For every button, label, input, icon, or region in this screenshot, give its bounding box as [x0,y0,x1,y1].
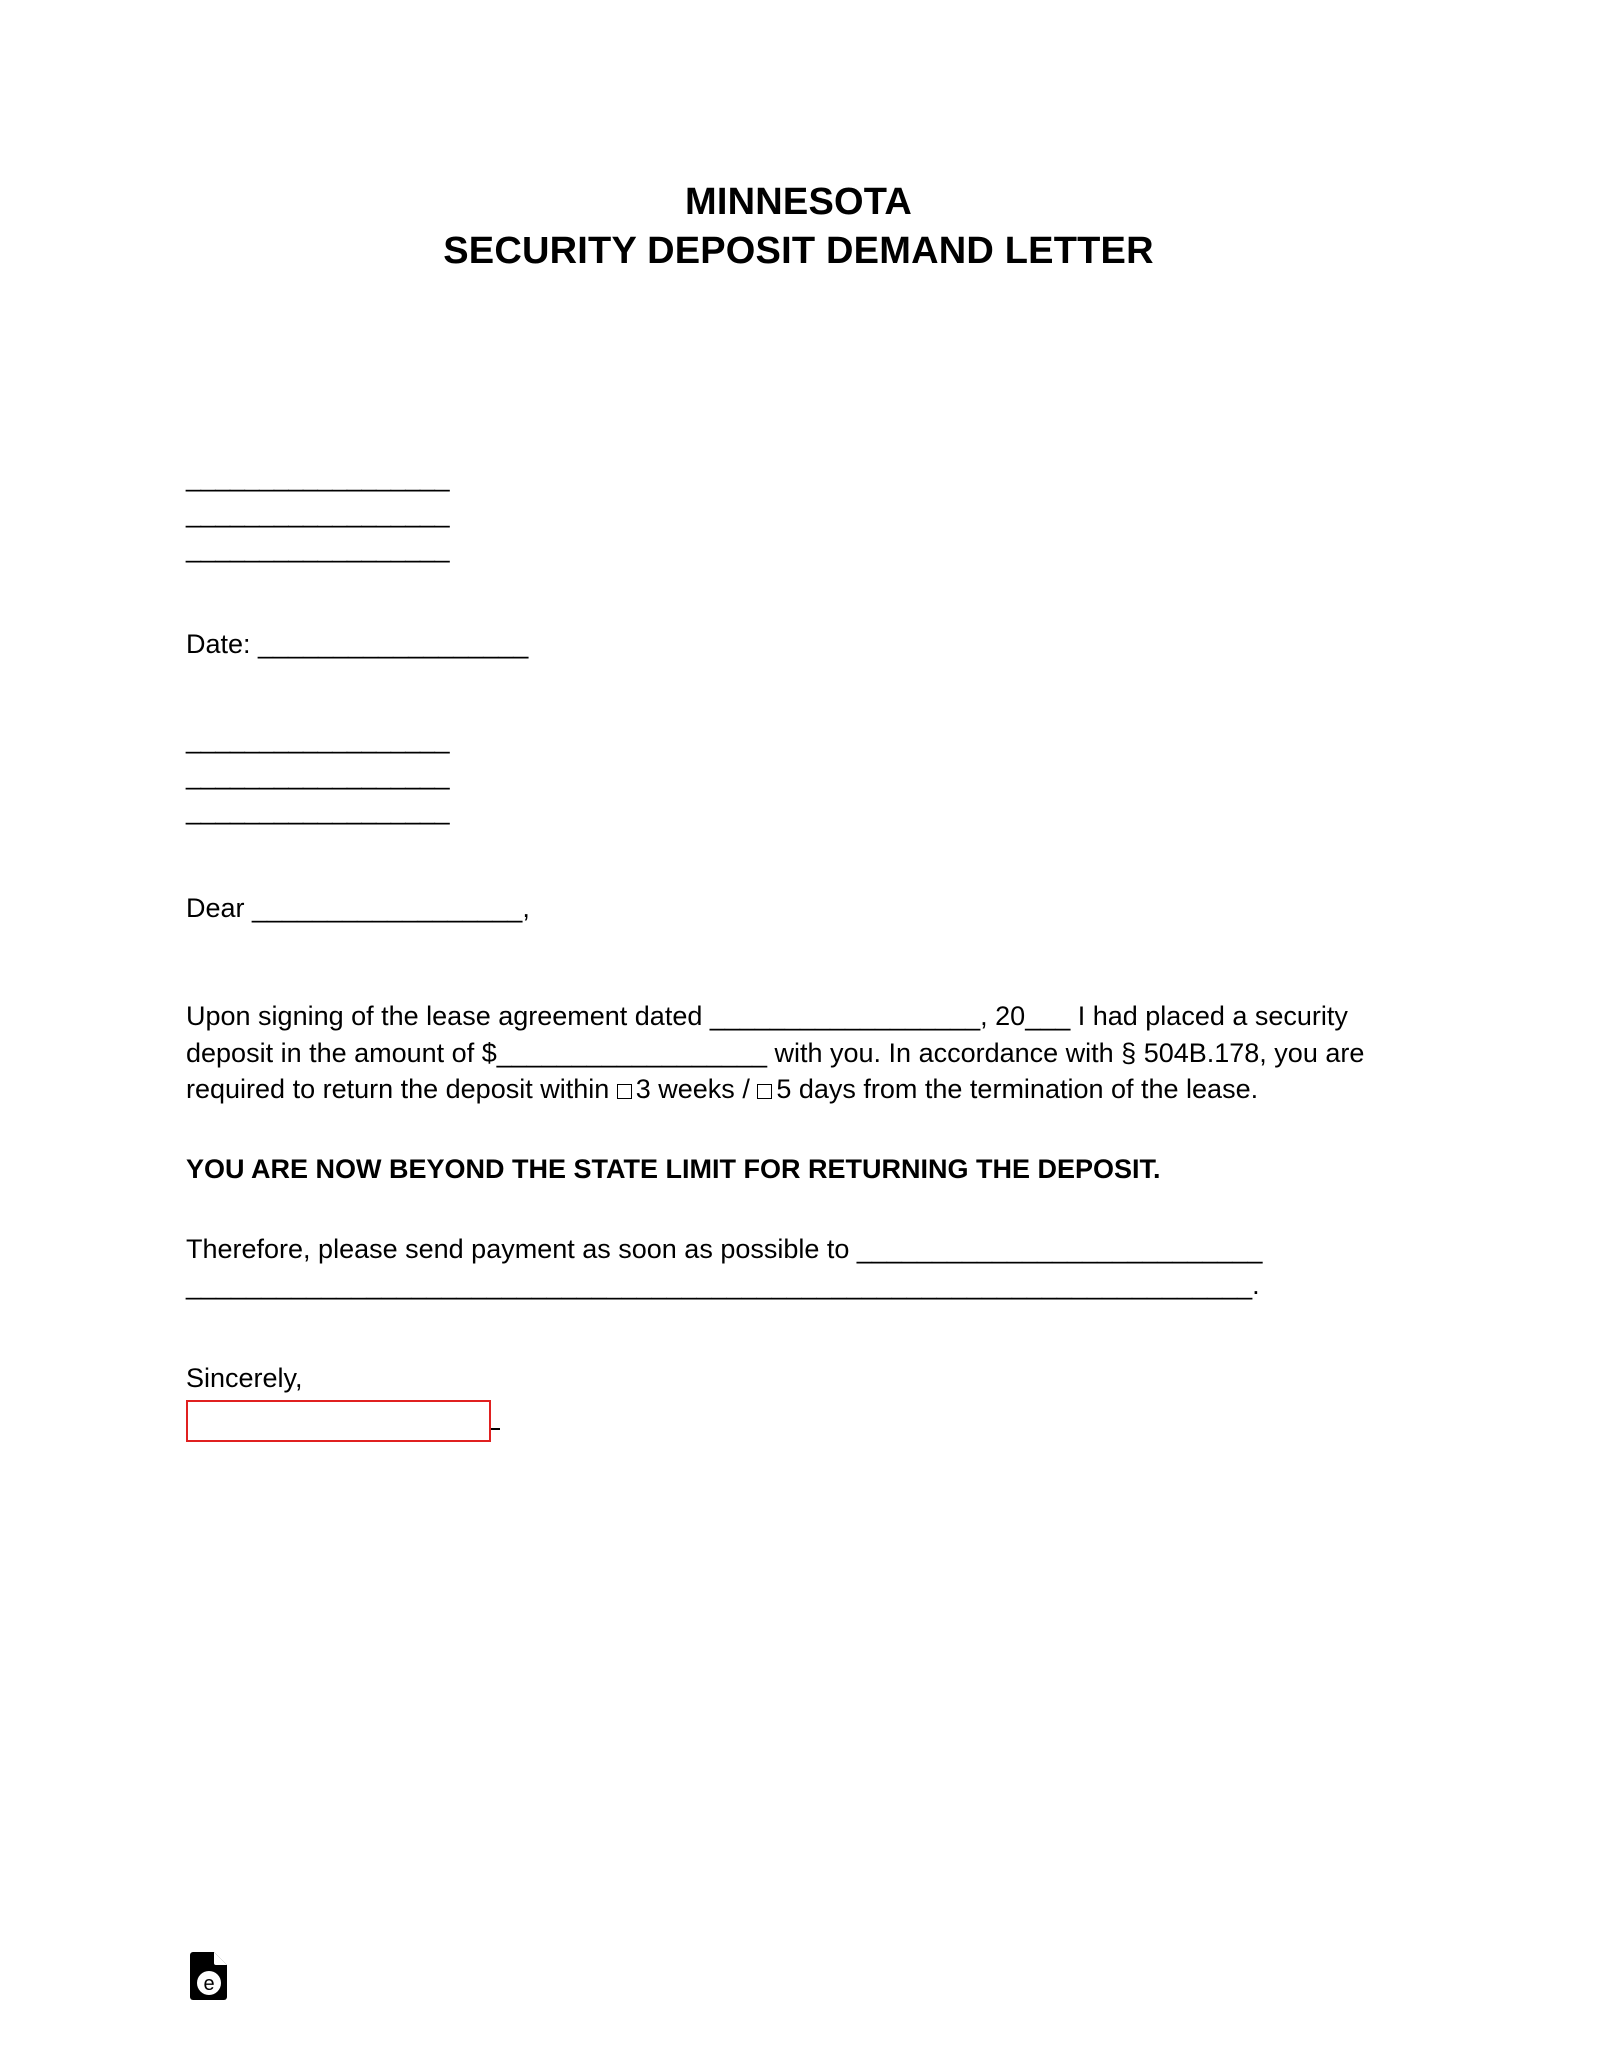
sender-address-line-1[interactable]: __________________ [186,462,450,493]
sender-address-line-2[interactable]: __________________ [186,497,450,528]
body-paragraph-part1: Upon signing of the lease agreement dated __________________, 20___ I had placed a security deposit in the amount of $__________________ with you. In accordance with § 504B.178, you are required to return the deposit within [186,1001,1365,1104]
closing-paragraph-line-1[interactable]: Therefore, please send payment as soon as possible to ___________________________ [186,1234,1263,1265]
salutation-line[interactable]: Dear __________________, [186,893,530,924]
title-line-state: MINNESOTA [685,181,912,223]
sender-address-block [186,460,1411,566]
option-three-weeks-label: 3 weeks [635,1073,735,1104]
body-paragraph-part2: from the termination of the lease. [855,1073,1259,1104]
checkbox-icon[interactable] [617,1084,632,1099]
option-separator: / [734,1073,758,1104]
title-line-doctype: SECURITY DEPOSIT DEMAND LETTER [443,229,1154,272]
recipient-address-line-2[interactable]: __________________ [186,759,450,790]
sincerely-label: Sincerely, [186,1363,303,1394]
recipient-address-line-1[interactable]: __________________ [186,724,450,755]
signature-line-tail [491,1428,500,1430]
option-five-days[interactable] [757,1074,856,1104]
signature-area [186,1400,1411,1446]
e-file-icon-letter: e [203,1973,215,1995]
recipient-address-line-3[interactable]: __________________ [186,795,450,826]
option-five-days-label: 5 days [776,1073,856,1104]
e-file-icon [190,1952,230,2002]
signature-input[interactable] [186,1400,491,1442]
body-paragraph [186,998,1411,1107]
sender-address-line-3[interactable]: __________________ [186,532,450,563]
page-title [186,0,1411,275]
option-three-weeks[interactable] [617,1074,735,1104]
date-field[interactable]: Date: __________________ [186,629,529,660]
letter-body [186,0,1411,1446]
state-limit-statement: YOU ARE NOW BEYOND THE STATE LIMIT FOR RETURNING THE DEPOSIT. [186,1153,1161,1184]
closing-paragraph [186,1231,1411,1303]
recipient-address-block [186,722,1411,828]
checkbox-icon[interactable] [757,1084,772,1099]
closing-paragraph-line-2[interactable]: _______________________________________________________________________. [186,1270,1260,1301]
